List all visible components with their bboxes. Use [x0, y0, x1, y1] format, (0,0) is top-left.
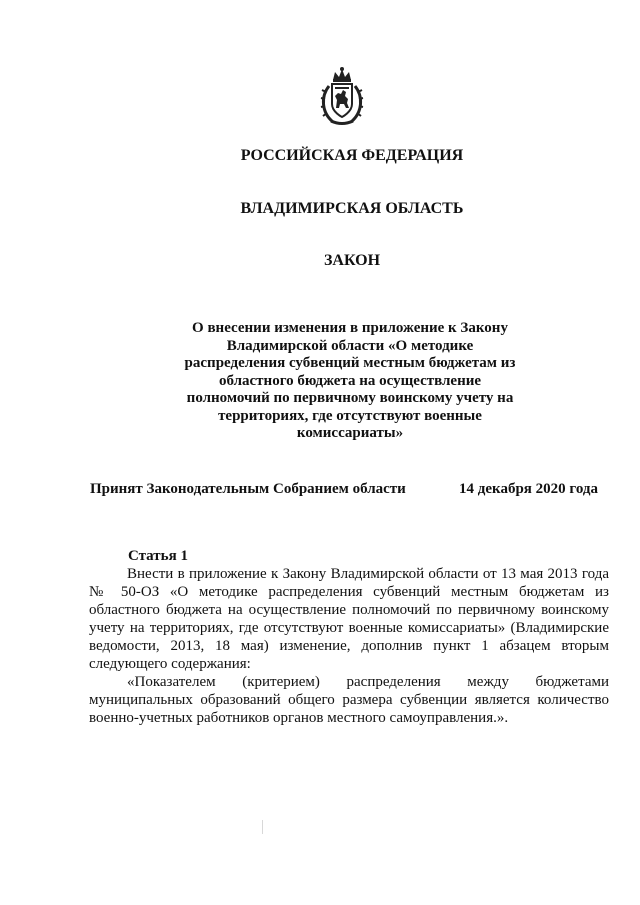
- coat-of-arms-icon: [319, 66, 365, 126]
- scan-mark: [262, 820, 263, 834]
- adopted-by-text: Принят Законодательным Собранием области: [90, 481, 406, 497]
- article-paragraph-quote: «Показателем (критерием) распределения между бюджетами муниципальных образований общего размера субвенции является количество военно-учетных работников органов местного самоуправления.».: [89, 674, 609, 726]
- article-title: Статья 1: [128, 548, 188, 564]
- article-paragraph: Внести в приложение к Закону Владимирской области от 13 мая 2013 года № 50-ОЗ «О методике распределения субвенций местным бюджетам из областного бюджета на осуществление полномочий по первичному воинскому учету на территориях, где отсутствуют военные комиссариаты» (Владимирские ведомости, 2013, 18 мая) изменение, дополнив пункт 1 абзацем вторым следующего содержания:: [89, 566, 609, 672]
- law-title: О внесении изменения в приложение к Закону Владимирской области «О методике распределения субвенций местным бюджетам из областного бюджета на осуществление полномочий по первичному воинскому учету на территориях, где отсутствуют военные комиссариаты»: [184, 320, 516, 441]
- document-type-heading: ЗАКОН: [323, 252, 381, 269]
- federation-heading: РОССИЙСКАЯ ФЕДЕРАЦИЯ: [240, 147, 464, 164]
- region-heading: ВЛАДИМИРСКАЯ ОБЛАСТЬ: [240, 200, 464, 217]
- adoption-date: 14 декабря 2020 года: [459, 481, 598, 497]
